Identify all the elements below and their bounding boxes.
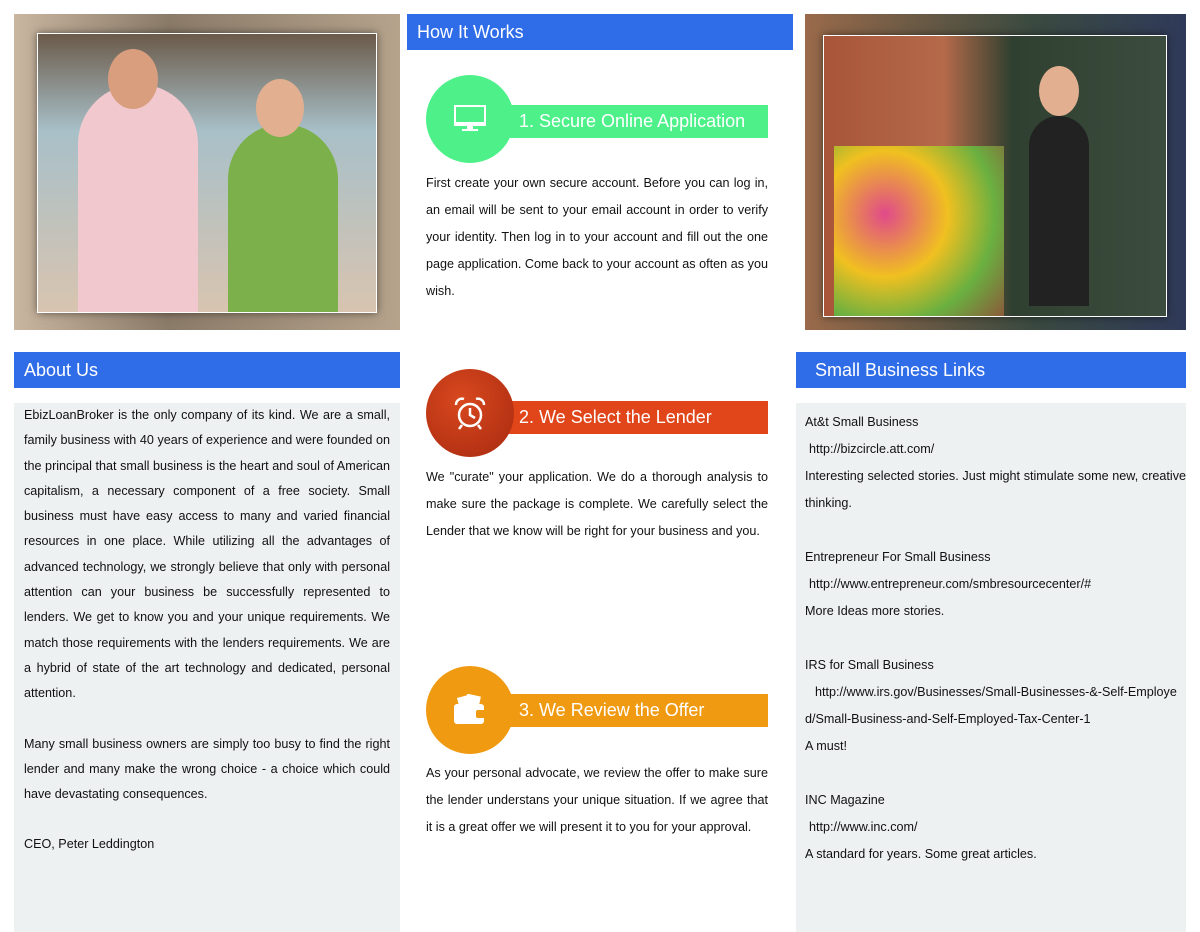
about-us-title: About Us xyxy=(24,360,99,380)
link-item xyxy=(805,787,1186,868)
step-2-label: 2. We Select the Lender xyxy=(519,407,712,427)
step-2-description: We "curate" your application. We do a thorough analysis to make sure the package is complete. We carefully select the Lender that we know will be right for your business and you. xyxy=(426,470,768,538)
link-url[interactable]: http://bizcircle.att.com/ xyxy=(809,442,935,456)
link-name: INC Magazine xyxy=(805,793,885,807)
step-2-banner xyxy=(505,401,768,434)
about-us-header xyxy=(14,352,400,388)
link-name: IRS for Small Business xyxy=(805,658,934,672)
about-paragraph-2: Many small business owners are simply too busy to find the right lender and many make the wrong choice - a choice which could have devastating consequences. xyxy=(24,736,390,802)
link-url[interactable]: http://www.irs.gov/Businesses/Small-Businesses-&-Self-Employed/Small-Business-and-Self-Employed-Tax-Center-1 xyxy=(805,685,1177,726)
how-it-works-header xyxy=(407,14,793,50)
small-business-links-panel xyxy=(796,403,1186,932)
couple-photo xyxy=(14,14,400,330)
step-3-circle xyxy=(426,666,514,754)
how-it-works-title: How It Works xyxy=(417,22,524,42)
step-3-description: As your personal advocate, we review the offer to make sure the lender understans your unique situation. If we agree that it is a great offer we will present it to you for your approval. xyxy=(426,766,768,834)
link-url[interactable]: http://www.entrepreneur.com/smbresourcecenter/# xyxy=(809,577,1092,591)
link-description: Interesting selected stories. Just might stimulate some new, creative thinking. xyxy=(805,469,1186,510)
step-2-circle xyxy=(426,369,514,457)
alarm-clock-icon xyxy=(453,396,487,430)
small-business-links-header xyxy=(796,352,1186,388)
step-1-banner xyxy=(505,105,768,138)
link-description: More Ideas more stories. xyxy=(805,604,945,618)
small-business-links-title: Small Business Links xyxy=(815,360,986,380)
florist-photo xyxy=(805,14,1186,330)
link-item xyxy=(805,409,1186,517)
step-1-circle xyxy=(426,75,514,163)
about-signature: CEO, Peter Leddington xyxy=(24,837,155,852)
about-paragraph-1: EbizLoanBroker is the only company of its kind. We are a small, family business with 40 years of experience and were founded on the principal that small business is the heart and soul of American capitalism, a necessary component of a free society. Small business must have easy access to many and varied financial resources in one place. While utilizing all the advantages of advanced technology, we strongly believe that only with personal attention can your business be successfully represented to lenders. We get to know you and your unique requirements. We match those requirements with the lenders requirements. We are a hybrid of state of the art technology and dedicated, personal attention. xyxy=(24,408,390,701)
wallet-icon xyxy=(452,694,488,726)
link-description: A standard for years. Some great articles. xyxy=(805,847,1037,861)
link-name: Entrepreneur For Small Business xyxy=(805,550,991,564)
link-name: At&t Small Business xyxy=(805,415,919,429)
step-3-label: 3. We Review the Offer xyxy=(519,700,705,720)
monitor-icon xyxy=(454,105,486,133)
step-3-banner xyxy=(505,694,768,727)
link-url[interactable]: http://www.inc.com/ xyxy=(809,820,918,834)
step-1-label: 1. Secure Online Application xyxy=(519,111,746,131)
link-item xyxy=(805,544,1186,625)
link-item xyxy=(805,652,1186,760)
link-description: A must! xyxy=(805,739,847,753)
step-1-description: First create your own secure account. Before you can log in, an email will be sent to your email account in order to verify your identity. Then log in to your account and fill out the one page application. Come back to your account as often as you wish. xyxy=(426,176,768,298)
about-us-panel xyxy=(14,403,400,932)
